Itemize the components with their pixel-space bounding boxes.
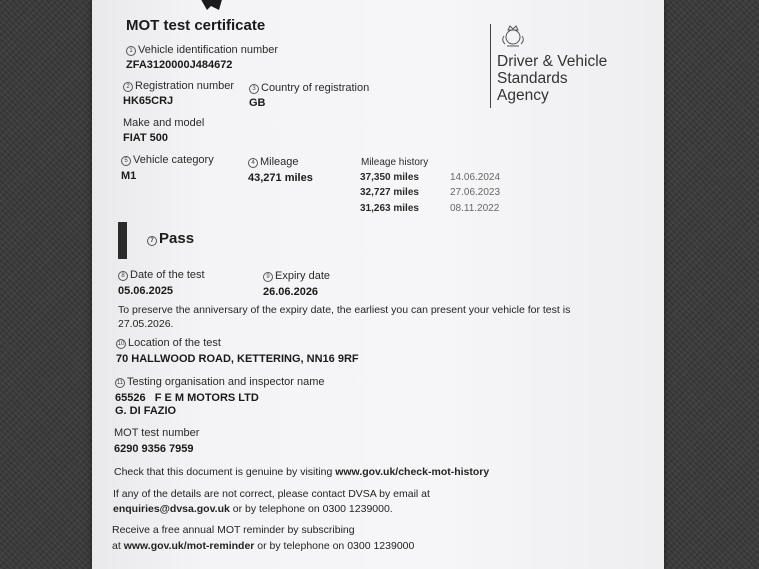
inspector-value: G. DI FAZIO xyxy=(115,405,177,417)
history-date-2: 27.06.2023 xyxy=(450,187,501,198)
vin-value: ZFA3120000J484672 xyxy=(126,59,233,71)
mot-certificate xyxy=(92,0,664,569)
history-miles-3: 31,263 miles xyxy=(360,203,419,214)
test-result: 7 Pass xyxy=(147,230,194,247)
number-2-icon: 2 xyxy=(123,82,133,92)
category-value: M1 xyxy=(121,170,137,182)
country-value: GB xyxy=(249,97,266,109)
test-date-label: 8 Date of the test xyxy=(118,269,205,281)
anniversary-line-1: To preserve the anniversary of the expiry date, the earliest you can present your vehicle for test is xyxy=(118,304,571,316)
test-date-value: 05.06.2025 xyxy=(118,285,174,297)
number-5-icon: 5 xyxy=(121,156,131,166)
agency-name: Driver & Vehicle Standards Agency xyxy=(497,53,608,104)
vin-label: 1 Vehicle identification number xyxy=(126,44,278,56)
royal-crest-icon xyxy=(500,24,526,48)
location-label: 10 Location of the test xyxy=(117,337,221,349)
mileage-value: 43,271 miles xyxy=(248,172,313,184)
make-value: FIAT 500 xyxy=(123,132,169,144)
number-9-icon: 9 xyxy=(263,272,273,282)
reminder-line-2: at www.gov.uk/mot-reminder or by telephone on 0300 1239000 xyxy=(112,540,415,552)
history-miles-2: 32,727 miles xyxy=(360,187,419,198)
organisation-value: 65526 F E M MOTORS LTD xyxy=(115,392,259,404)
number-3-icon: 3 xyxy=(249,84,259,94)
certificate-title: MOT test certificate xyxy=(126,17,266,34)
number-10-icon: 10 xyxy=(117,341,125,347)
history-date-3: 08.11.2022 xyxy=(450,203,500,214)
genuine-check-text: Check that this document is genuine by visiting www.gov.uk/check-mot-history xyxy=(114,466,490,478)
category-label: 5 Vehicle category xyxy=(121,154,214,166)
test-number-label: MOT test number xyxy=(114,427,200,439)
registration-label: 2 Registration number xyxy=(123,80,234,92)
enquiries-email-link[interactable]: enquiries@dvsa.gov.uk xyxy=(113,503,230,515)
logo-divider xyxy=(490,24,491,108)
number-7-icon: 7 xyxy=(147,236,157,246)
number-11-icon: 11 xyxy=(116,380,124,386)
expiry-date-label: 9 Expiry date xyxy=(263,270,330,282)
location-value: 70 HALLWOOD ROAD, KETTERING, NN16 9RF xyxy=(116,353,359,365)
test-number-value: 6290 9356 7959 xyxy=(114,443,194,455)
check-history-link[interactable]: www.gov.uk/check-mot-history xyxy=(335,466,490,478)
expiry-date-value: 26.06.2026 xyxy=(263,286,319,298)
make-label: Make and model xyxy=(123,117,205,129)
reminder-line-1: Receive a free annual MOT reminder by subscribing xyxy=(112,524,355,536)
history-miles-1: 37,350 miles xyxy=(360,172,419,183)
contact-line-1: If any of the details are not correct, please contact DVSA by email at xyxy=(113,488,430,500)
mileage-history-label: Mileage history xyxy=(361,157,429,168)
number-8-icon: 8 xyxy=(118,271,128,281)
number-4-icon: 4 xyxy=(248,158,258,168)
country-label: 3 Country of registration xyxy=(249,82,369,94)
mot-reminder-link[interactable]: www.gov.uk/mot-reminder xyxy=(123,540,255,552)
history-date-1: 14.06.2024 xyxy=(450,172,501,183)
anniversary-line-2: 27.05.2026. xyxy=(118,318,174,330)
number-1-icon: 1 xyxy=(126,46,136,56)
contact-line-2: enquiries@dvsa.gov.uk or by telephone on 0300 1239000. xyxy=(113,503,393,515)
organisation-label: 11 Testing organisation and inspector name xyxy=(116,376,325,388)
mileage-label: 4 Mileage xyxy=(248,156,299,168)
pass-bar xyxy=(118,222,127,259)
torn-mark-icon xyxy=(197,0,223,10)
registration-value: HK65CRJ xyxy=(123,95,174,107)
